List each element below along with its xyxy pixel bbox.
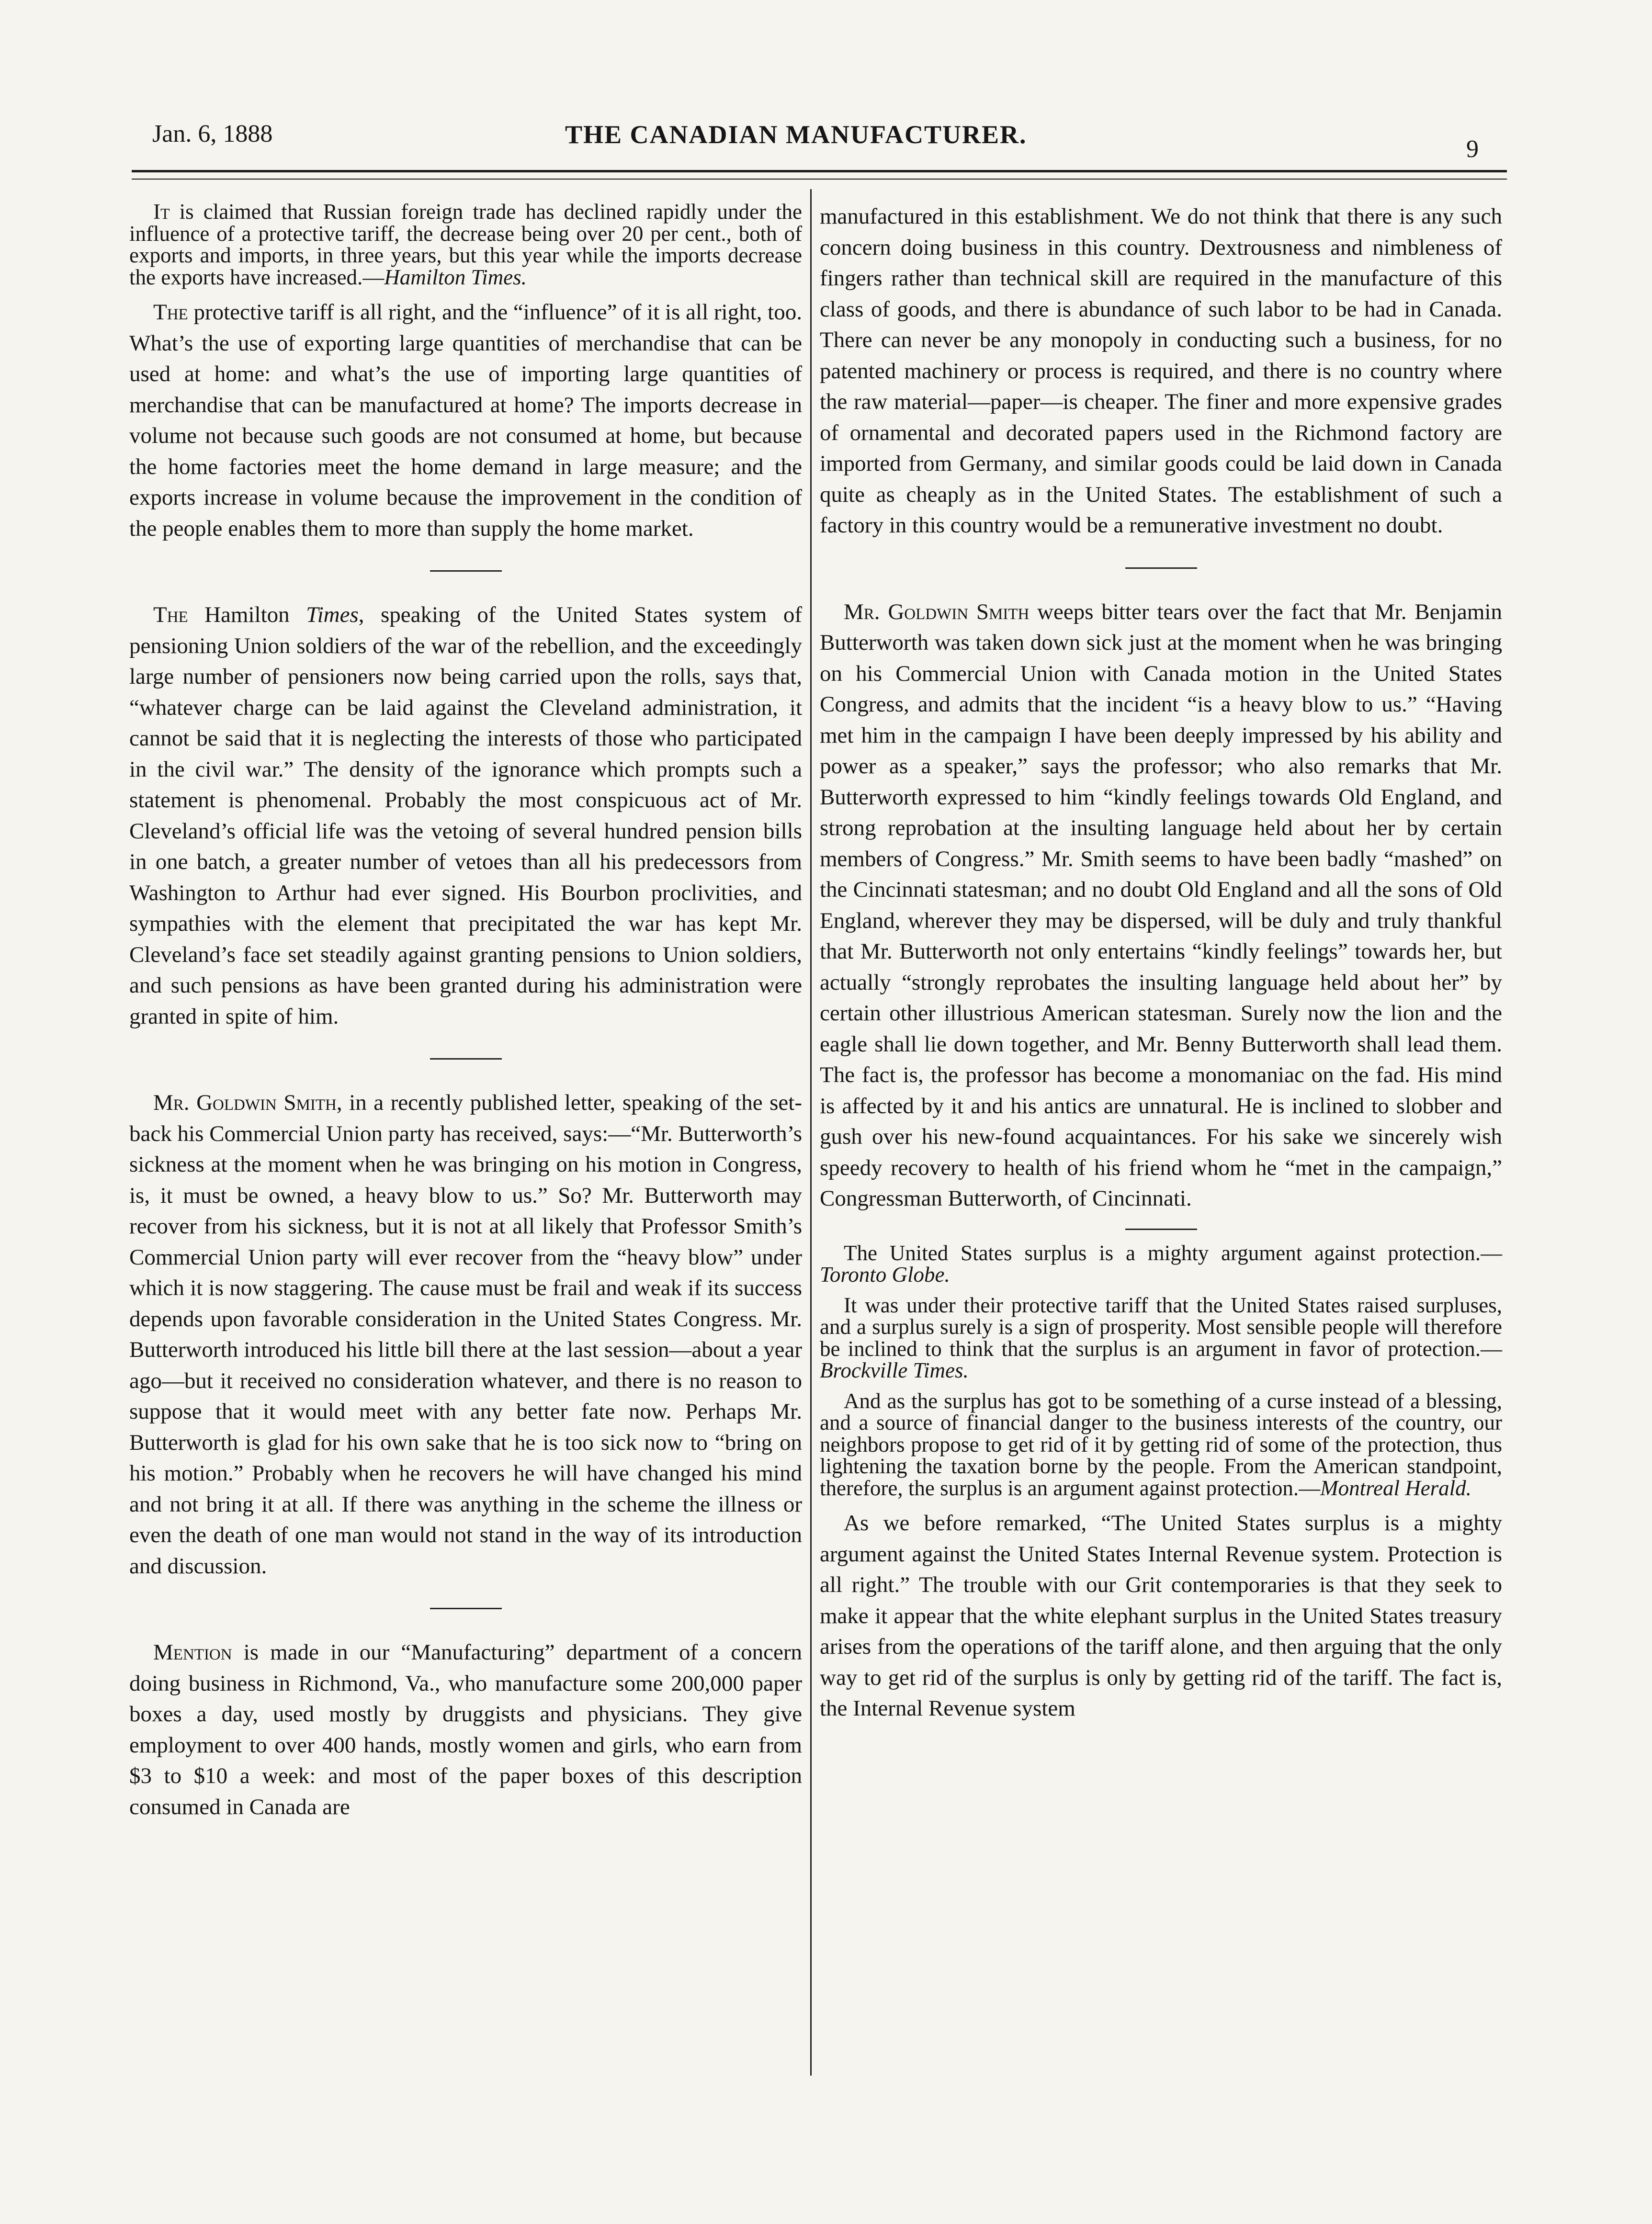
section-separator [1125, 1229, 1197, 1230]
paragraph-text: It was under their protective tariff that the United States raised surpluses, and a surplus surely is a sign of prosperity. Most sensible people will therefore be inclined to think that the surplus is an argument in favor of protection.— [820, 1293, 1502, 1361]
page-number: 9 [1466, 135, 1479, 163]
paragraph-text: Hamilton [188, 602, 306, 627]
section-separator [1125, 567, 1197, 569]
lead-word: The [153, 300, 188, 325]
left-column [129, 201, 802, 1822]
article-goldwin-smith-tears [820, 597, 1502, 1214]
quote-brockville-times [820, 1295, 1502, 1382]
attribution: Toronto Globe. [820, 1263, 950, 1287]
paragraph-gap [820, 1499, 1502, 1508]
paragraph-text: protective tariff is all right, and the “influence” of it is all right, too. What’s the use of exporting large quantities of merchandise that can be used at home: and what’s the use of importing large quantities of merchandise that can be manufactured at home? The imports decrease in volume not because such goods are not consumed at home, but because the home factories meet the home demand in large measure; and the exports increase in volume because the improvement in the condition of the people enables them to more than supply the home market. [129, 300, 802, 541]
quote-montreal-herald [820, 1390, 1502, 1500]
paragraph-text: manufactured in this establishment. We do not think that there is any such concern doing business in this country. Dextrousness and nimbleness of fingers rather than technical skill are required in the manufacture of this class of goods, and there is abundance of such labor to be had in Canada. There can never be any monopoly in conducting such a business, for no patented machinery or process is required, and there is no country where the raw material—paper—is cheaper. The finer and more expensive grades of ornamental and decorated papers used in the Richmond factory are imported from Germany, and similar goods could be laid down in Canada quite as cheaply as in the United States. The establishment of such a factory in this country would be a remunerative investment no doubt. [820, 204, 1502, 538]
lead-word: The [153, 602, 188, 627]
paragraph-text: And as the surplus has got to be something of a curse instead of a blessing, and a source of financial danger to the business interests of the country, our neighbors propose to get rid of it by getting rid of some of the protection, thus lightening the taxation borne by the people. From the American standpoint, therefore, the surplus is an argument against protection.— [820, 1389, 1502, 1500]
section-separator [430, 570, 502, 572]
lead-word: Mr. Goldwin Smith [844, 599, 1030, 624]
section-separator [430, 1058, 502, 1060]
quote-toronto-globe [820, 1242, 1502, 1286]
paragraph-text: As we before remarked, “The United States surplus is a mighty argument against the United States Internal Revenue system. Protection is all right.” The trouble with our Grit contemporaries is that they seek to make it appear that the white elephant surplus in the United States treasury arises from the operations of the tariff alone, and then arguing that the only way to get rid of the surplus is only by getting rid of the tariff. The fact is, the Internal Revenue system [820, 1511, 1502, 1721]
header-rule-thin [132, 179, 1507, 180]
article-surplus-remarks [820, 1508, 1502, 1724]
article-hamilton-times [129, 599, 802, 1032]
lead-word: Mention [153, 1640, 232, 1665]
section-separator [430, 1608, 502, 1609]
article-paper-boxes [129, 1637, 802, 1822]
paragraph-text: , speaking of the United States system of pensioning Union soldiers of the war of the rebellion, and the exceedingly large number of pensioners now being carried upon the rolls, says that, “whatever charge can be laid against the Cleveland administration, it cannot be said that it is neglecting the interests of those who participated in the civil war.” The density of the ignorance which prompts such a statement is phenomenal. Probably the most conspicuous act of Mr. Cleveland’s official life was the vetoing of several hundred pension bills in one batch, a greater number of vetoes than all his predecessors from Washington to Arthur had ever signed. His Bourbon proclivities, and sympathies with the element that precipitated the war has kept Mr. Cleveland’s face set steadily against granting pensions to Union soldiers, and such pensions as have been granted during his administration were granted in spite of him. [129, 602, 802, 1029]
article-russian-trade [129, 201, 802, 288]
attribution: Brockville Times. [820, 1358, 969, 1382]
attribution: Hamilton Times. [384, 265, 527, 289]
lead-word: It [153, 200, 170, 224]
lead-word: Mr. Goldwin Smith [153, 1090, 337, 1115]
publication-title: THE CANADIAN MANUFACTURER. [565, 120, 1027, 149]
header-date: Jan. 6, 1888 [152, 120, 273, 147]
paragraph-text: is claimed that Russian foreign trade has declined rapidly under the influence of a protective tariff, the decrease being over 20 per cent., both of exports and imports, in three years, but this year while the imports decrease the exports have increased.— [129, 200, 802, 289]
paragraph-text: The United States surplus is a mighty argument against protection.— [844, 1241, 1502, 1265]
attribution: Montreal Herald. [1320, 1476, 1471, 1500]
paragraph-gap [129, 288, 802, 297]
paragraph-text: is made in our “Manufacturing” department of a concern doing business in Richmond, Va., who manufacture some 200,000 paper boxes a day, used mostly by druggists and physicians. They give employment to over 400 hands, mostly women and girls, who earn from $3 to $10 a week: and most of the paper boxes of this description consumed in Canada are [129, 1640, 802, 1819]
newspaper-name: Times [306, 602, 359, 627]
right-column [820, 201, 1502, 1724]
column-divider [810, 189, 812, 2076]
article-goldwin-smith-letter [129, 1087, 802, 1581]
article-paper-boxes-continued [820, 201, 1502, 541]
article-protective-tariff [129, 297, 802, 544]
paragraph-text: weeps bitter tears over the fact that Mr. Benjamin Butterworth was taken down sick just at the moment when he was bringing on his Commercial Union with Canada motion in the United States Congress, and admits that the incident “is a heavy blow to us.” “Having met him in the campaign I have been deeply impressed by his ability and power as a speaker,” says the professor; who also remarks that Mr. Butterworth expressed to him “kindly feelings towards Old England, and strong reprobation at the insulting language held about her by certain members of Congress.” Mr. Smith seems to have been badly “mashed” on the Cincinnati statesman; and no doubt Old England and all the sons of Old England, wherever they may be dispersed, will be duly and truly thankful that Mr. Butterworth not only entertains “kindly feelings” towards her, but actually “strongly reprobates the insulting language held about her” by certain other illustrious American statesman. Surely now the lion and the eagle shall lie down together, and Mr. Benny Butterworth shall lead them. The fact is, the professor has become a monomaniac on the fad. His mind is affected by it and his antics are unnatural. He is inclined to slobber and gush over his new-found acquaintances. For his sake we sincerely wish speedy recovery to health of his friend whom he “met in the campaign,” Congressman Butterworth, of Cincinnati. [820, 599, 1502, 1211]
header-rule-thick [132, 170, 1507, 172]
paragraph-text: , in a recently published letter, speaking of the set-back his Commercial Union party has received, says:—“Mr. Butterworth’s sickness at the moment when he was bringing on his motion in Congress, is, it must be owned, a heavy blow to us.” So? Mr. Butterworth may recover from his sickness, but it is not at all likely that Professor Smith’s Commercial Union party will ever recover from the “heavy blow” under which it is now staggering. The cause must be frail and weak if its success depends upon favorable consideration in the United States Congress. Mr. Butterworth introduced his little bill there at the last session—about a year ago—but it received no consideration whatever, and there is no reason to suppose that it would meet with any better fate now. Perhaps Mr. Butterworth is glad for his own sake that he is too sick now to “bring on his motion.” Probably when he recovers he will have changed his mind and not bring it at all. If there was anything in the scheme the illness or even the death of one man would not stand in the way of its introduction and discussion. [129, 1090, 802, 1579]
